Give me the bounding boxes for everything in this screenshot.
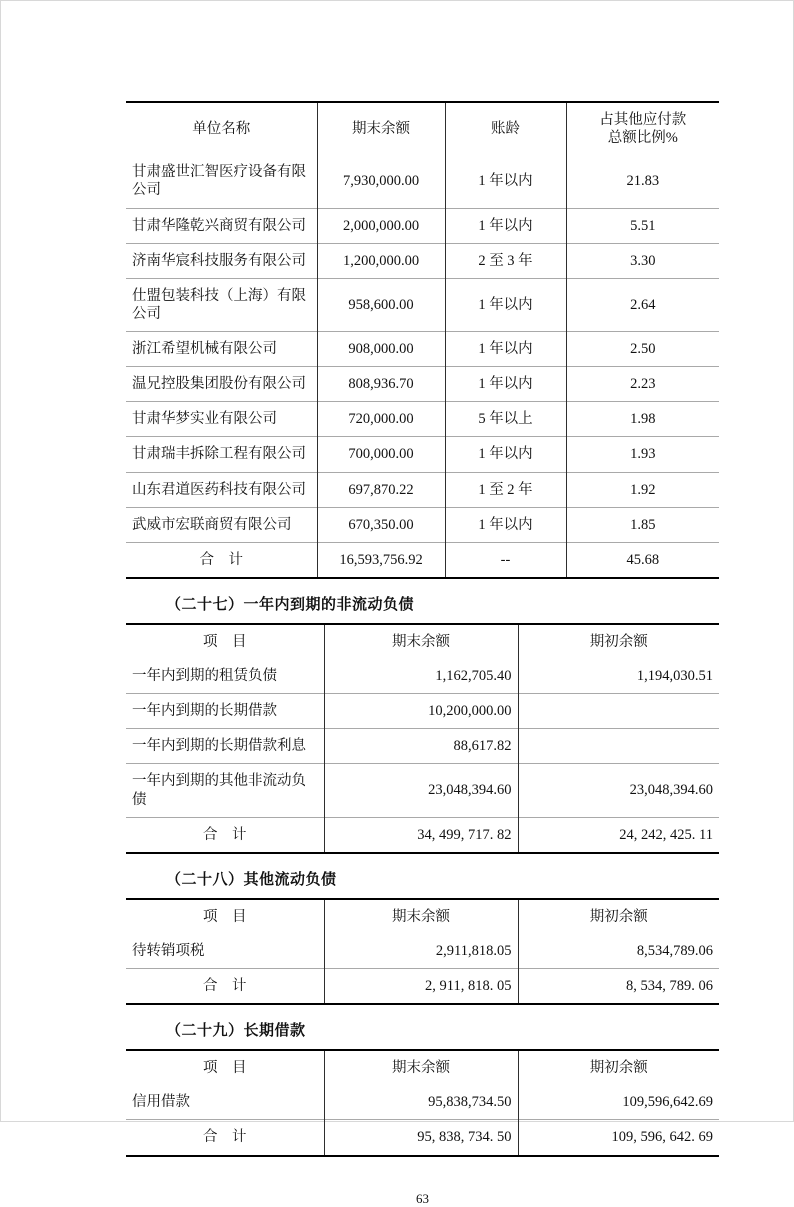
ending-balance: 10,200,000.00 [324,694,518,729]
ending-balance: 23,048,394.60 [324,764,518,817]
total-ratio: 45.68 [626,551,660,568]
ratio: 1.93 [630,446,656,463]
col-header-item: 项 目 [126,1050,324,1085]
item-name: 一年内到期的其他非流动负债 [126,764,324,817]
company-name: 温兄控股集团股份有限公司 [126,367,317,402]
col-header-beginning-balance: 期初余额 [589,633,648,650]
table-row [126,507,719,542]
item-name: 信用借款 [126,1085,324,1120]
company-name: 山东君道医药科技有限公司 [126,472,317,507]
item-name: 待转销项税 [126,934,324,969]
ending-balance: 1,162,705.40 [324,659,518,694]
ending-balance: 7,930,000.00 [317,155,445,208]
table-row [126,402,719,437]
company-name: 浙江希望机械有限公司 [126,332,317,367]
beginning-balance: 109,596,642.69 [622,1094,713,1111]
table-row [126,934,719,969]
item-name: 一年内到期的长期借款利息 [126,729,324,764]
col-header-ending-balance: 期末余额 [324,899,518,934]
table-row [126,764,719,817]
total-ending-balance: 34, 499, 717. 82 [324,817,518,853]
header-row [126,102,719,155]
aging: 1 至 2 年 [445,472,566,507]
col-header-ratio [566,102,719,155]
ratio: 1.92 [630,481,656,498]
col-header-aging: 账龄 [445,102,566,155]
aging: 1 年以内 [445,155,566,208]
total-row [126,1120,719,1156]
col-header-ending-balance: 期末余额 [324,1050,518,1085]
page-content [126,101,719,1207]
beginning-balance [518,729,719,764]
item-name: 一年内到期的长期借款 [126,694,324,729]
header-row [126,899,719,934]
total-row [126,817,719,853]
other-payables-table [126,101,719,579]
ending-balance: 808,936.70 [317,367,445,402]
ending-balance: 2,911,818.05 [324,934,518,969]
ending-balance: 720,000.00 [317,402,445,437]
col-header-beginning-balance: 期初余额 [589,908,648,925]
page-number: 63 [416,1190,429,1206]
table-row [126,694,719,729]
table-row [126,367,719,402]
col-header-ending-balance: 期末余额 [317,102,445,155]
ratio: 2.50 [630,341,656,357]
beginning-balance: 8,534,789.06 [636,942,713,959]
ratio-header-line2: 总额比例% [607,130,678,147]
ratio: 1.85 [630,516,656,533]
total-label: 合 计 [126,1120,324,1156]
col-header-unit-name: 单位名称 [126,102,317,155]
table-row [126,243,719,278]
section-heading-28: （二十八）其他流动负债 [166,871,337,888]
aging: 2 至 3 年 [445,243,566,278]
table-row [126,472,719,507]
beginning-balance: 1,194,030.51 [636,668,713,684]
aging: 1 年以内 [445,332,566,367]
aging: 5 年以上 [445,402,566,437]
ratio-header-line1: 占其他应付款 [599,112,687,128]
ratio: 2.64 [630,296,656,313]
col-header-beginning-balance: 期初余额 [589,1060,648,1077]
section-27-table [126,623,719,854]
item-name: 一年内到期的租赁负债 [126,659,324,694]
header-row [126,624,719,659]
col-header-item: 项 目 [126,899,324,934]
total-aging: -- [445,542,566,578]
ending-balance: 958,600.00 [317,278,445,331]
ending-balance: 908,000.00 [317,332,445,367]
ending-balance: 88,617.82 [324,729,518,764]
ending-balance: 700,000.00 [317,437,445,472]
ratio: 3.30 [630,252,656,269]
table-row [126,208,719,243]
total-ending-balance: 16,593,756.92 [317,542,445,578]
section-heading-27: （二十七）一年内到期的非流动负债 [166,596,415,613]
beginning-balance: 23,048,394.60 [629,782,713,799]
beginning-balance [518,694,719,729]
col-header-ending-balance: 期末余额 [324,624,518,659]
table-row [126,729,719,764]
ratio: 5.51 [630,217,656,234]
table-row [126,332,719,367]
ratio: 1.98 [630,411,656,428]
total-label: 合 计 [126,817,324,853]
ending-balance: 670,350.00 [317,507,445,542]
header-row [126,1050,719,1085]
total-row [126,969,719,1005]
table-row [126,659,719,694]
section-28-table [126,898,719,1005]
table-row [126,278,719,331]
company-name: 甘肃盛世汇智医疗设备有限公司 [126,155,317,208]
company-name: 仕盟包装科技（上海）有限公司 [126,278,317,331]
total-ending-balance: 95, 838, 734. 50 [324,1120,518,1156]
total-row [126,542,719,578]
col-header-item: 项 目 [126,624,324,659]
section-heading-29: （二十九）长期借款 [166,1023,306,1040]
ending-balance: 697,870.22 [317,472,445,507]
ratio: 21.83 [626,173,660,190]
company-name: 武威市宏联商贸有限公司 [126,507,317,542]
ending-balance: 95,838,734.50 [324,1085,518,1120]
company-name: 甘肃华梦实业有限公司 [126,402,317,437]
total-label: 合 计 [126,969,324,1005]
ratio: 2.23 [630,376,656,393]
ending-balance: 1,200,000.00 [317,243,445,278]
total-beginning-balance: 109, 596, 642. 69 [611,1129,713,1146]
aging: 1 年以内 [445,367,566,402]
total-beginning-balance: 24, 242, 425. 11 [619,826,713,843]
ending-balance: 2,000,000.00 [317,208,445,243]
table-row [126,155,719,208]
table-row [126,1085,719,1120]
aging: 1 年以内 [445,278,566,331]
section-29-table [126,1049,719,1156]
company-name: 济南华宸科技服务有限公司 [126,243,317,278]
aging: 1 年以内 [445,437,566,472]
company-name: 甘肃华隆乾兴商贸有限公司 [126,208,317,243]
company-name: 甘肃瑞丰拆除工程有限公司 [126,437,317,472]
table-row [126,437,719,472]
total-ending-balance: 2, 911, 818. 05 [324,969,518,1005]
total-beginning-balance: 8, 534, 789. 06 [626,978,713,994]
total-label: 合 计 [126,542,317,578]
aging: 1 年以内 [445,208,566,243]
aging: 1 年以内 [445,507,566,542]
